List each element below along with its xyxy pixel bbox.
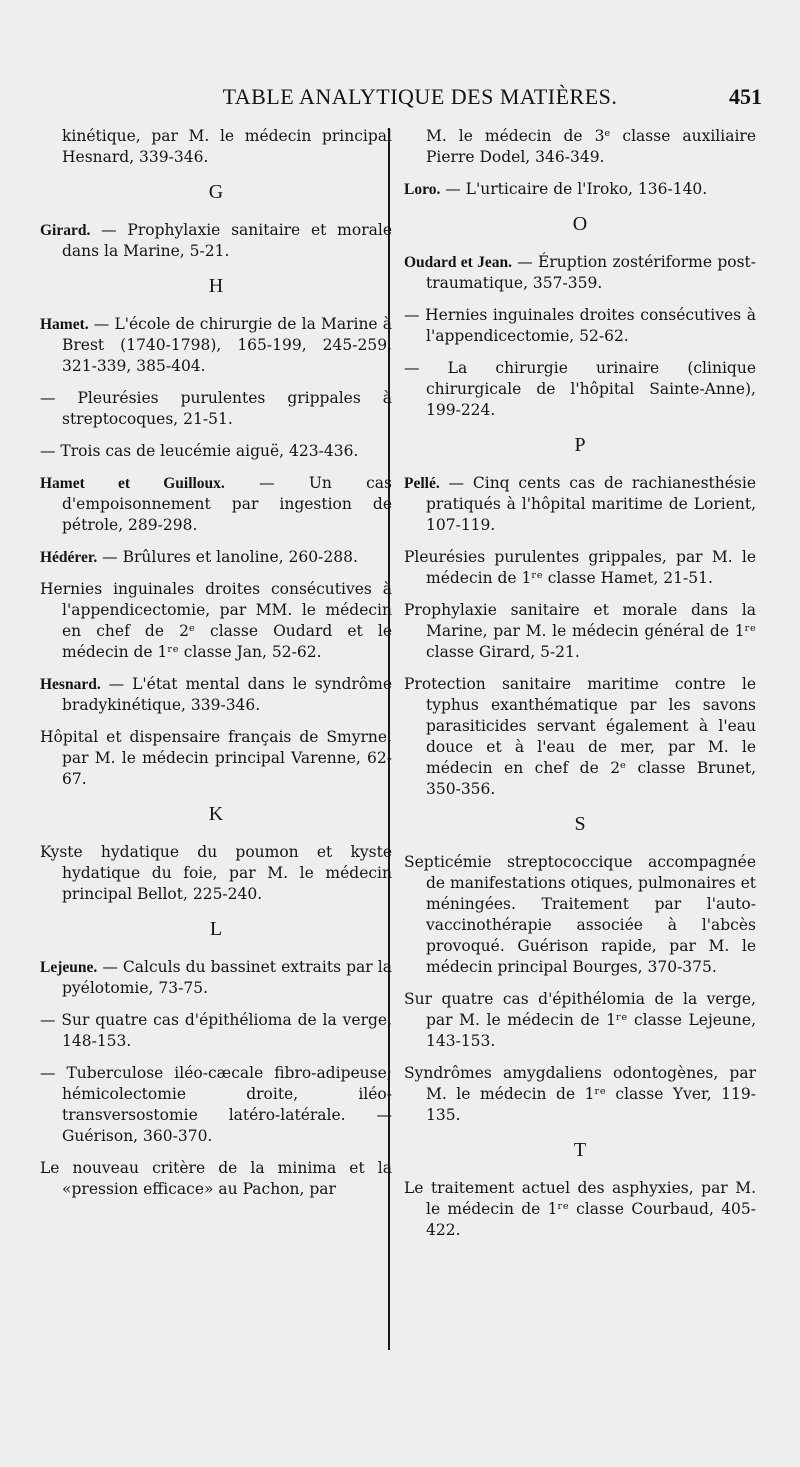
section-letter-p: P (574, 434, 586, 456)
section-letter-g: G (208, 181, 224, 203)
index-entry: Sur quatre cas d'épithélomia de la verge, par M. le médecin de 1ʳᵉ classe Lejeune, 143-153. (404, 990, 756, 1050)
index-entry: — Sur quatre cas d'épithélioma de la verge, 148-153. (40, 1011, 392, 1050)
entry-text: — Brûlures et lanoline, 260-288. (97, 548, 358, 566)
section-letter-k: K (208, 803, 224, 825)
index-entry-lejeune (40, 957, 392, 999)
entry-text: — Calculs du bassinet extraits par la pyélotomie, 73-75. (62, 958, 392, 997)
entry-text: — Prophylaxie sanitaire et morale dans la Marine, 5-21. (62, 221, 392, 260)
index-entry: Pleurésies purulentes grippales, par M. le médecin de 1ʳᵉ classe Hamet, 21-51. (404, 548, 756, 587)
index-entry: — La chirurgie urinaire (clinique chirurgicale de l'hôpital Sainte-Anne), 199-224. (404, 359, 756, 419)
author-name: Girard. (40, 222, 91, 239)
running-title: TABLE ANALYTIQUE DES MATIÈRES. (222, 84, 618, 109)
author-name: Oudard et Jean. (404, 254, 512, 271)
section-letter-s: S (574, 813, 586, 835)
page-header (0, 84, 800, 114)
index-entry-girard (40, 220, 392, 262)
entry-text: — L'état mental dans le syndrôme bradykinétique, 339-346. (62, 675, 392, 714)
left-column (40, 126, 392, 1211)
entry-text: — Un cas d'empoisonnement par ingestion de pétrole, 289-298. (62, 474, 392, 534)
author-name: Lejeune. (40, 959, 98, 976)
right-column (404, 126, 756, 1252)
index-entry: — Pleurésies purulentes grippales à streptocoques, 21-51. (40, 389, 392, 428)
entry-text: — L'urticaire de l'Iroko, 136-140. (440, 180, 708, 198)
section-letter-t: T (573, 1139, 587, 1161)
index-entry-pelle (404, 473, 756, 536)
index-entry: Syndrômes amygdaliens odontogènes, par M. le médecin de 1ʳᵉ classe Yver, 119-135. (404, 1064, 756, 1124)
author-name: Hamet. (40, 316, 89, 333)
index-entry: — Tuberculose iléo-cæcale fibro-adipeuse; hémicolectomie droite, iléo-transversostomie latéro-latérale. — Guérison, 360-370. (40, 1064, 392, 1145)
index-entry-oudard-jean (404, 252, 756, 294)
index-entry: Kyste hydatique du poumon et kyste hydatique du foie, par M. le médecin principal Bellot, 225-240. (40, 843, 392, 903)
entry-text: — Éruption zostériforme post-traumatique, 357-359. (426, 253, 756, 292)
index-entry: Protection sanitaire maritime contre le typhus exanthématique par les savons parasiticides servant également à l'eau douce et à l'eau de mer, par M. le médecin en chef de 2ᵉ classe Brunet, 350-356. (404, 675, 756, 798)
index-entry: Hôpital et dispensaire français de Smyrne, par M. le médecin principal Varenne, 62-67. (40, 728, 392, 788)
section-letter-o: O (572, 213, 588, 235)
index-entry: kinétique, par M. le médecin principal Hesnard, 339-346. (62, 127, 392, 166)
index-entry: Hernies inguinales droites consécutives à l'appendicectomie, par MM. le médecin en chef de 2ᵉ classe Oudard et le médecin de 1ʳᵉ classe Jan, 52-62. (40, 580, 392, 661)
author-name: Hamet et Guilloux. (40, 475, 225, 492)
index-entry: — Trois cas de leucémie aiguë, 423-436. (40, 442, 359, 460)
page-number: 451 (729, 84, 762, 109)
index-entry: — Hernies inguinales droites consécutives à l'appendicectomie, 52-62. (404, 306, 756, 345)
section-letter-l: L (209, 918, 223, 940)
index-entry: M. le médecin de 3ᵉ classe auxiliaire Pierre Dodel, 346-349. (426, 127, 756, 166)
index-entry-loro (404, 179, 756, 200)
author-name: Pellé. (404, 475, 440, 492)
index-entry: Septicémie streptococcique accompagnée de manifestations otiques, pulmonaires et méningées. Traitement par l'auto-vaccinothérapie associée à l'abcès provoqué. Guérison rapide, par M. le médecin principal Bourges, 370-375. (404, 853, 756, 976)
entry-text: — Cinq cents cas de rachianesthésie pratiqués à l'hôpital maritime de Lorient, 107-119. (426, 474, 756, 534)
index-entry-hamet (40, 314, 392, 377)
author-name: Hédérer. (40, 549, 98, 566)
index-entry: Prophylaxie sanitaire et morale dans la Marine, par M. le médecin général de 1ʳᵉ classe Girard, 5-21. (404, 601, 756, 661)
author-name: Loro. (404, 181, 441, 198)
index-entry-hesnard (40, 674, 392, 716)
index-entry: Le nouveau critère de la minima et la «pression efficace» au Pachon, par (40, 1159, 392, 1198)
section-letter-h: H (208, 275, 224, 297)
entry-text: — L'école de chirurgie de la Marine à Brest (1740-1798), 165-199, 245-259, 321-339, 385-404. (62, 315, 392, 375)
index-entry-hederer (40, 547, 392, 568)
index-entry: Le traitement actuel des asphyxies, par M. le médecin de 1ʳᵉ classe Courbaud, 405-422. (404, 1179, 756, 1239)
index-entry-hamet-guilloux (40, 473, 392, 536)
author-name: Hesnard. (40, 676, 101, 693)
